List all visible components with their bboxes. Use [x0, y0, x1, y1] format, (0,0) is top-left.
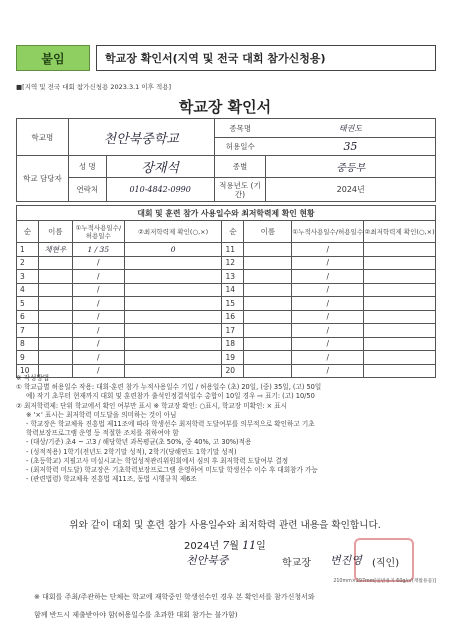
- row-no: 8: [17, 337, 39, 351]
- note-line: - 학교장은 학교체육 진흥법 제11조에 따라 학생선수 최저학력 도달여부를 의무적으로 확인하고 기초: [26, 420, 315, 429]
- row-name: [244, 324, 292, 338]
- category-label: 종별: [214, 156, 266, 178]
- row-no: 14: [222, 283, 244, 297]
- col-name: 이름: [38, 221, 72, 243]
- sign-month: 7: [222, 539, 230, 552]
- row-name: [38, 297, 72, 311]
- form-title: 학교장 확인서: [178, 98, 272, 116]
- row-check: [364, 351, 436, 365]
- row-no: 4: [17, 283, 39, 297]
- row-days: /: [292, 364, 364, 378]
- table-row: [17, 256, 436, 270]
- note-line: ② 최저학력제: 단위 학교에서 확인 여부만 표시 ※ 학교장 확인: ○표시, 학교장 미확인: × 표시: [16, 401, 288, 410]
- row-check: [364, 297, 436, 311]
- document-title: 학교장 확인서(지역 및 전국 대회 참가신청용): [96, 45, 436, 71]
- row-name: [244, 337, 292, 351]
- principal-signature-row: [172, 552, 442, 570]
- row-no: 12: [222, 256, 244, 270]
- row-name: [244, 243, 292, 257]
- row-check: [364, 256, 436, 270]
- instructions-notes: [16, 374, 436, 484]
- row-days: /: [72, 270, 124, 284]
- row-days: /: [72, 283, 124, 297]
- footer-line-2: 함께 반드시 제출받아야 함(허용일수를 초과한 대회 참가는 불가함): [34, 611, 238, 619]
- row-days: /: [72, 297, 124, 311]
- manager-label: 학교 담당자: [17, 156, 69, 202]
- contact-label: 연락처: [68, 178, 106, 202]
- row-name: [38, 283, 72, 297]
- row-days: /: [292, 256, 364, 270]
- row-check: 0: [124, 243, 222, 257]
- row-check: [364, 270, 436, 284]
- row-days: /: [72, 364, 124, 378]
- manager-name-label: 성 명: [68, 156, 106, 178]
- contact-value: 010-4842-0990: [106, 178, 214, 202]
- row-days: /: [292, 283, 364, 297]
- row-name: [38, 337, 72, 351]
- note-line: 예) 작기 초무터 현재까지 대회 및 훈련참가 출석인정결석일수 총합이 10일 경우 ⇨ 표기: (고) 10/50: [26, 392, 315, 401]
- row-check: [124, 283, 222, 297]
- signature-date: [184, 537, 266, 552]
- row-no: 7: [17, 324, 39, 338]
- row-check: [364, 324, 436, 338]
- row-check: [364, 337, 436, 351]
- table-row: [17, 243, 436, 257]
- row-no: 5: [17, 297, 39, 311]
- paper-size-note: 210mm×297mm[일반용지 60g/㎡(재활용품)]: [333, 579, 436, 584]
- row-no: 6: [17, 310, 39, 324]
- event-label: 종목명: [214, 119, 266, 138]
- row-name: [244, 297, 292, 311]
- col-days: ①누적사용일수/허용일수: [292, 221, 364, 243]
- attachment-badge: 붙임: [16, 45, 90, 71]
- row-name: 채현우: [38, 243, 72, 257]
- sign-day: 11: [242, 539, 257, 552]
- row-check: [124, 297, 222, 311]
- row-days: /: [72, 256, 124, 270]
- footer-line-1: ※ 대회를 주최/주관하는 단체는 학교에 재학중인 학생선수인 경우 본 확인서를 참가신청서와: [34, 593, 315, 601]
- row-name: [38, 351, 72, 365]
- manager-name-value: 장재석: [106, 156, 214, 178]
- row-days: /: [72, 351, 124, 365]
- row-check: [124, 337, 222, 351]
- school-name-value: 천안북중학교: [68, 119, 214, 156]
- row-check: [124, 310, 222, 324]
- row-days: /: [72, 324, 124, 338]
- row-name: [38, 256, 72, 270]
- year-value: 2024년: [266, 178, 436, 202]
- row-check: [124, 351, 222, 365]
- note-line: - (최저학력 미도달) 학교장은 기초학력보장프로그램 운영하여 미도달 학생선수 이수 후 대회참가 가능: [26, 466, 318, 475]
- row-no: 15: [222, 297, 244, 311]
- allowed-days-label: 허용일수: [214, 138, 266, 156]
- row-check: [124, 256, 222, 270]
- footer-note: [34, 588, 434, 624]
- row-no: 20: [222, 364, 244, 378]
- table-row: [17, 310, 436, 324]
- header-banner: [16, 45, 436, 71]
- sign-year: 2024년: [184, 541, 220, 552]
- row-days: /: [292, 337, 364, 351]
- row-name: [244, 256, 292, 270]
- row-check: [124, 270, 222, 284]
- col-check: ②최저학력제 확인(○,×): [124, 221, 222, 243]
- row-no: 2: [17, 256, 39, 270]
- info-table: [16, 118, 436, 202]
- school-handwritten: 천안북중: [186, 554, 229, 567]
- event-value: 태권도: [266, 119, 436, 138]
- principal-name: 변진영: [330, 554, 362, 567]
- row-no: 3: [17, 270, 39, 284]
- table-row: [17, 297, 436, 311]
- note-line: 학력보장프로그램 운영 등 적절한 조치를 취하여야 함: [26, 429, 179, 438]
- principal-label: 학교장: [282, 558, 311, 569]
- usage-table: [16, 205, 436, 378]
- row-name: [38, 324, 72, 338]
- row-name: [244, 351, 292, 365]
- row-no: 18: [222, 337, 244, 351]
- sign-month-suffix: 월: [229, 541, 239, 552]
- row-days: 1 / 35: [72, 243, 124, 257]
- row-check: [364, 310, 436, 324]
- school-label: 학교명: [17, 119, 69, 156]
- row-days: /: [72, 310, 124, 324]
- row-no: 13: [222, 270, 244, 284]
- row-name: [244, 310, 292, 324]
- row-no: 1: [17, 243, 39, 257]
- applicability-note: ■[지역 및 전국 대회 참가신청용 2023.3.1 이후 적용]: [16, 83, 172, 91]
- row-days: /: [292, 324, 364, 338]
- row-check: [364, 283, 436, 297]
- row-days: /: [292, 310, 364, 324]
- year-label: 적용년도 (기간): [214, 178, 266, 202]
- usage-table-title: 대회 및 훈련 참가 사용일수와 최저학력제 확인 현황: [17, 206, 436, 221]
- table-row: [17, 324, 436, 338]
- note-line: ※ 작성방법: [16, 374, 50, 382]
- row-no: 9: [17, 351, 39, 365]
- row-days: /: [72, 337, 124, 351]
- category-value: 중등부: [266, 156, 436, 178]
- row-no: 11: [222, 243, 244, 257]
- row-no: 17: [222, 324, 244, 338]
- col-check: ②최저학력제 확인(○,×): [364, 221, 436, 243]
- table-row: [17, 351, 436, 365]
- allowed-days-value: 35: [266, 138, 436, 156]
- table-row: [17, 283, 436, 297]
- row-no: 16: [222, 310, 244, 324]
- note-line: ① 학교급별 허용일수 작용: 대회·훈련 참가 누적사용일수 기입 / 허용일수 (초) 20일, (중) 35일, (고) 50일: [16, 383, 322, 392]
- col-days: ①누적사용일수/허용일수: [72, 221, 124, 243]
- seal-label: (직인): [372, 558, 400, 569]
- row-no: 19: [222, 351, 244, 365]
- row-name: [244, 270, 292, 284]
- row-days: /: [292, 351, 364, 365]
- row-name: [38, 310, 72, 324]
- note-line: - (성적적용) 1학기(전년도 2학기말 성적), 2학기(당해연도 1학기말 성적): [26, 447, 237, 456]
- col-no: 순: [17, 221, 39, 243]
- row-name: [244, 283, 292, 297]
- row-no: 10: [17, 364, 39, 378]
- table-row: [17, 337, 436, 351]
- note-line: - (대상/기준) 초4 ~ 고3 / 해당학년 과목평균(초 50%, 중 40%, 고 30%)적용: [26, 438, 252, 447]
- sign-day-suffix: 일: [256, 541, 266, 552]
- col-no: 순: [222, 221, 244, 243]
- row-days: /: [292, 297, 364, 311]
- note-line: ※ '×' 표시는 최저학력 미도달을 의미하는 것이 아님: [26, 410, 177, 419]
- note-line: - (초등학교) 지필고사 미실시교는 학업성적관리위원회에서 심의 후 최저학력 도달여부 결정: [26, 456, 289, 465]
- table-row: [17, 270, 436, 284]
- confirmation-text: 위와 같이 대회 및 훈련 참가 사용일수와 최저학력 관련 내용을 확인합니다.: [69, 520, 381, 531]
- col-name: 이름: [244, 221, 292, 243]
- row-check: [364, 243, 436, 257]
- row-check: [124, 324, 222, 338]
- note-line: - (관련법령) 학교체육 진흥법 제11조, 동법 시행규칙 제6조: [26, 475, 197, 484]
- row-name: [38, 270, 72, 284]
- row-days: /: [292, 243, 364, 257]
- row-days: /: [292, 270, 364, 284]
